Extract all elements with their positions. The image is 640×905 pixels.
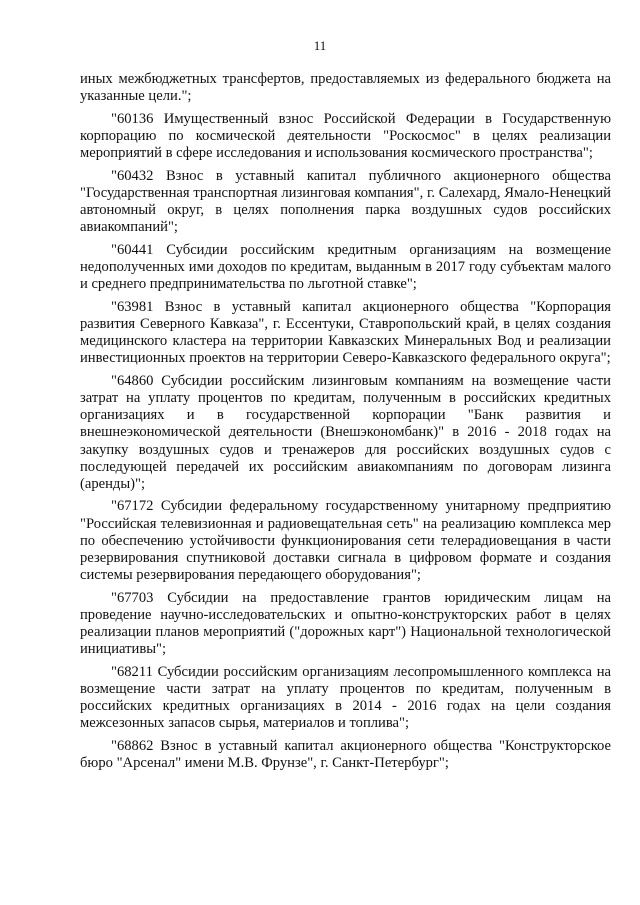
paragraph-64860: "64860 Субсидии российским лизинговым компаниям на возмещение части затрат на уплату процентов по кредитам, полученным в российских кредитных организациях и в государственной корпорации "Банк развития и внешнеэкономической деятельности (Внешэкономбанк)" в 2016 - 2018 годах на закупку воздушных судов и тренажеров для российских воздушных судов с последующей передачей их российским авиакомпаниям по договорам лизинга (аренды)"; [80, 372, 611, 492]
paragraph-60136: "60136 Имущественный взнос Российской Федерации в Государственную корпорацию по космической деятельности "Роскосмос" в целях реализации мероприятий в сфере исследования и использования космического пространства"; [80, 110, 611, 162]
paragraph-68211: "68211 Субсидии российским организациям лесопромышленного комплекса на возмещение части затрат на уплату процентов по кредитам, полученным в российских кредитных организациях в 2014 - 2016 годах на цели создания межсезонных запасов сырья, материалов и топлива"; [80, 663, 611, 732]
paragraph-60441: "60441 Субсидии российским кредитным организациям на возмещение недополученных ими доходов по кредитам, выданным в 2017 году субъектам малого и среднего предпринимательства по льготной ставке"; [80, 241, 611, 293]
page-number: 11 [313, 38, 327, 53]
paragraph-60432: "60432 Взнос в уставный капитал публичного акционерного общества "Государственная транспортная лизинговая компания", г. Салехард, Ямало-Ненецкий автономный округ, в целях пополнения парка воздушных судов российских авиакомпаний"; [80, 167, 611, 236]
document-body [80, 71, 611, 778]
paragraph-67703: "67703 Субсидии на предоставление грантов юридическим лицам на проведение научно-исследовательских и опытно-конструкторских работ в целях реализации планов мероприятий ("дорожных карт") Национальной технологической инициативы"; [80, 589, 611, 658]
paragraph-68862: "68862 Взнос в уставный капитал акционерного общества "Конструкторское бюро "Арсенал" имени М.В. Фрунзе", г. Санкт-Петербург"; [80, 737, 611, 772]
paragraph-63981: "63981 Взнос в уставный капитал акционерного общества "Корпорация развития Северного Кавказа", г. Ессентуки, Ставропольский край, в целях создания медицинского кластера на территории Кавказских Минеральных Вод и реализации инвестиционных проектов на территории Северо-Кавказского федерального округа"; [80, 298, 611, 367]
paragraph-continuation: иных межбюджетных трансфертов, предоставляемых из федерального бюджета на указанные цели."; [80, 71, 611, 105]
paragraph-67172: "67172 Субсидии федеральному государственному унитарному предприятию "Российская телевизионная и радиовещательная сеть" на реализацию комплекса мер по обеспечению устойчивости функционирования сети телерадиовещания в части резервирования спутниковой доставки сигнала в цифровом формате и создания системы резервирования передающего оборудования"; [80, 498, 611, 584]
